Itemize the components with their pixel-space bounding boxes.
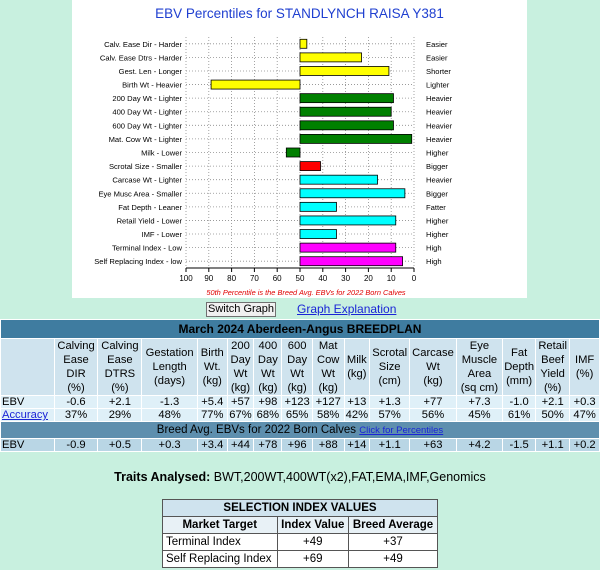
traits-analysed	[0, 470, 600, 484]
breed-avg-row	[1, 439, 600, 452]
trait-header-line: Wt.	[203, 361, 221, 373]
chart-footnote: 50th Percentile is the Breed Avg. EBVs for 2022 Born Calves	[206, 288, 406, 297]
ebv-value: +57	[227, 396, 254, 409]
breed-avg-value: +88	[312, 439, 344, 452]
trait-header	[142, 339, 198, 396]
trait-header-line: Depth	[504, 361, 535, 373]
col-index-value: Index Value	[277, 517, 349, 534]
self-replacing-index-avg: +49	[349, 551, 438, 568]
trait-label: Scrotal Size - Smaller	[108, 162, 182, 172]
ebv-value: +127	[312, 396, 344, 409]
percentile-bar-chart	[72, 0, 527, 298]
percentile-bar	[300, 162, 321, 171]
trait-label: Gest. Len - Longer	[118, 66, 182, 76]
trait-header	[410, 339, 456, 396]
accuracy-value: 77%	[197, 409, 227, 422]
traits-analysed-label: Traits Analysed:	[114, 470, 211, 484]
percentile-bar	[286, 148, 300, 157]
trait-label: 200 Day Wt - Lighter	[112, 94, 182, 104]
trait-header-line: (kg)	[318, 382, 338, 394]
ebv-row	[1, 396, 600, 409]
trait-direction-label: Heavier	[426, 134, 453, 144]
trait-label: 600 Day Wt - Lighter	[112, 121, 182, 131]
x-tick-label: 30	[341, 274, 351, 283]
trait-header-line: Wt	[233, 368, 248, 380]
percentile-bar	[300, 121, 393, 130]
breed-avg-title: Breed Avg. EBVs for 2022 Born Calves	[156, 424, 357, 436]
trait-header-line: Day	[230, 354, 251, 366]
switch-graph-button[interactable]: Switch Graph	[207, 303, 275, 315]
breed-avg-value: +63	[410, 439, 456, 452]
trait-header-line: (%)	[575, 368, 594, 380]
accuracy-value: 42%	[345, 409, 369, 421]
trait-header	[570, 339, 600, 396]
traits-analysed-value: BWT,200WT,400WT(x2),FAT,EMA,IMF,Genomics	[213, 470, 486, 484]
trait-direction-label: Higher	[426, 230, 449, 240]
trait-header-line: Ease	[107, 354, 133, 366]
trait-direction-label: Bigger	[426, 189, 448, 199]
trait-direction-label: Higher	[426, 148, 449, 158]
trait-label: Calv. Ease Dir - Harder	[104, 39, 182, 49]
ebv-value: +5.4	[197, 396, 227, 409]
accuracy-value: 50%	[536, 409, 570, 422]
graph-explanation-link[interactable]: Graph Explanation	[297, 302, 397, 316]
percentile-bar	[300, 257, 403, 266]
trait-label: Fat Depth - Leaner	[118, 202, 182, 212]
percentile-bar	[300, 134, 412, 143]
accuracy-value: 57%	[370, 409, 410, 422]
trait-header-line: (kg)	[202, 375, 222, 387]
ebv-value: +1.3	[370, 396, 410, 409]
trait-direction-label: Lighter	[426, 80, 450, 90]
self-replacing-index-value: +69	[277, 551, 349, 568]
trait-header-line: Day	[257, 354, 278, 366]
trait-direction-label: Heavier	[426, 94, 453, 104]
trait-label: Milk - Lower	[141, 148, 182, 158]
trait-label: Mat. Cow Wt - Lighter	[108, 134, 182, 144]
percentile-chart-panel	[72, 0, 527, 298]
x-tick-label: 100	[179, 274, 193, 283]
trait-direction-label: Bigger	[426, 162, 448, 172]
breed-avg-value: +96	[282, 439, 312, 452]
chart-title: EBV Percentiles for STANDLYNCH RAISA Y381	[155, 6, 444, 21]
self-replacing-index-name: Self Replacing Index	[163, 551, 278, 568]
trait-header-line: Carcase	[412, 347, 454, 359]
trait-header	[197, 339, 227, 396]
trait-direction-label: Heavier	[426, 107, 453, 117]
header-spacer	[1, 339, 55, 396]
breedplan-title: March 2024 Aberdeen-Angus BREEDPLAN	[1, 320, 600, 339]
percentile-bar	[300, 202, 336, 211]
accuracy-value: 48%	[142, 409, 198, 422]
trait-header-line: (cm)	[378, 375, 401, 387]
percentile-bar	[300, 230, 336, 239]
breed-avg-value: +1.1	[370, 439, 410, 452]
x-tick-label: 40	[318, 274, 328, 283]
trait-direction-label: Heavier	[426, 121, 453, 131]
ebv-value: +0.3	[570, 396, 600, 409]
ebv-value: +13	[344, 396, 369, 409]
trait-header-line: Scrotal	[372, 347, 408, 359]
trait-label: Self Replacing Index - low	[94, 257, 182, 267]
x-tick-label: 0	[411, 274, 417, 283]
breed-avg-value: +4.2	[456, 439, 502, 452]
breed-avg-value: +1.1	[536, 439, 570, 452]
trait-direction-label: High	[426, 257, 442, 267]
trait-header-line: (kg)	[347, 368, 367, 380]
percentile-bar	[211, 80, 300, 89]
trait-header-line: (kg)	[230, 382, 251, 394]
accuracy-value: 68%	[254, 409, 282, 422]
ebv-value: -1.3	[142, 396, 198, 409]
percentile-bar	[300, 94, 393, 103]
trait-header-line: Area	[467, 368, 492, 380]
accuracy-value: 61%	[503, 409, 536, 422]
terminal-index-name: Terminal Index	[163, 534, 278, 551]
trait-header-line: Retail	[538, 340, 567, 352]
trait-header-line: Size	[378, 361, 401, 373]
trait-label: 400 Day Wt - Lighter	[112, 107, 182, 117]
accuracy-value: 56%	[410, 409, 456, 422]
ebv-value: -0.6	[54, 396, 98, 409]
breed-avg-value: +0.2	[570, 439, 600, 452]
trait-label: Birth Wt - Heavier	[122, 80, 182, 90]
col-breed-average: Breed Average	[349, 517, 438, 534]
breed-avg-label: EBV	[1, 439, 55, 452]
breed-avg-title-row	[1, 422, 600, 439]
col-market-target: Market Target	[163, 517, 278, 534]
trait-header-line: (kg)	[258, 382, 278, 394]
percentile-bar	[300, 189, 405, 198]
x-tick-label: 50	[295, 274, 305, 283]
trait-header-line: Yield	[540, 368, 565, 380]
accuracy-link[interactable]: Accuracy	[2, 409, 49, 421]
trait-header-line: IMF	[574, 354, 595, 366]
trait-header-line: Calving	[101, 340, 139, 352]
trait-header	[344, 339, 369, 396]
trait-header-line: (%)	[111, 382, 129, 394]
trait-header-line: Birth	[200, 347, 224, 359]
trait-header	[456, 339, 502, 396]
trait-label: Terminal Index - Low	[111, 243, 182, 253]
trait-label: Calv. Ease Dtrs - Harder	[99, 53, 182, 63]
x-tick-label: 70	[249, 274, 259, 283]
breed-avg-value: -1.5	[503, 439, 536, 452]
percentile-bar	[300, 243, 396, 252]
trait-header-line: Muscle	[461, 354, 498, 366]
ebv-label: EBV	[1, 396, 55, 409]
trait-header-line: Milk	[346, 354, 367, 366]
trait-header-line: Cow	[317, 354, 340, 366]
percentile-bar	[300, 66, 389, 75]
trait-header-row	[1, 339, 600, 396]
trait-header-line: 400	[258, 340, 278, 352]
accuracy-value: 58%	[312, 409, 344, 422]
trait-header-line: Fat	[511, 347, 528, 359]
trait-direction-label: Higher	[426, 216, 449, 226]
trait-header	[370, 339, 410, 396]
x-tick-label: 90	[204, 274, 214, 283]
trait-direction-label: High	[426, 243, 442, 253]
trait-header-line: Wt	[261, 368, 275, 380]
trait-header-line: Beef	[541, 354, 565, 366]
trait-header	[312, 339, 344, 396]
trait-header-line: DIR	[66, 368, 86, 380]
selection-index-title: SELECTION INDEX VALUES	[163, 500, 438, 517]
accuracy-row	[1, 409, 600, 422]
ebv-value: +7.3	[456, 396, 502, 409]
trait-direction-label: Easier	[426, 39, 448, 49]
trait-header-line: Gestation	[145, 347, 194, 359]
x-tick-label: 80	[227, 274, 237, 283]
trait-header	[54, 339, 98, 396]
trait-header-line: Eye	[469, 340, 490, 352]
ebv-value: +123	[282, 396, 312, 409]
ebv-value: -1.0	[503, 396, 536, 409]
trait-direction-label: Fatter	[426, 202, 446, 212]
ebv-value: +2.1	[536, 396, 570, 409]
trait-header-line: Length	[152, 361, 187, 373]
trait-header-line: 200	[231, 340, 250, 352]
percentile-bar	[300, 216, 396, 225]
trait-header	[98, 339, 142, 396]
trait-header-line: (%)	[543, 382, 562, 394]
breed-avg-value: +44	[227, 439, 254, 452]
breed-avg-value: +14	[344, 439, 369, 452]
trait-header-line: (sq cm)	[460, 382, 499, 394]
selection-index-table	[162, 499, 438, 568]
trait-header	[536, 339, 570, 396]
accuracy-value: 47%	[570, 409, 600, 422]
click-for-percentiles-link[interactable]: Click for Percentiles	[359, 425, 444, 436]
percentile-bar	[300, 175, 378, 184]
breed-avg-value: +78	[254, 439, 282, 452]
accuracy-value: 67%	[227, 409, 254, 422]
accuracy-value: 37%	[54, 409, 98, 422]
ebv-value: +98	[254, 396, 282, 409]
x-tick-label: 60	[272, 274, 282, 283]
terminal-index-value: +49	[277, 534, 349, 551]
terminal-index-avg: +37	[349, 534, 438, 551]
x-tick-label: 20	[363, 274, 373, 283]
breed-avg-value: +0.5	[98, 439, 142, 452]
trait-header-line: Day	[287, 354, 308, 366]
trait-header-line: Mat	[318, 340, 338, 352]
graph-controls	[0, 300, 600, 318]
breed-avg-value: -0.9	[54, 439, 98, 452]
trait-header-line: 600	[287, 340, 307, 352]
trait-header-line: Calving	[57, 340, 95, 352]
percentile-bar	[300, 107, 391, 116]
trait-header-line: DTRS	[104, 368, 136, 380]
breed-avg-value: +3.4	[197, 439, 227, 452]
trait-label: Carcase Wt - Lighter	[112, 175, 182, 185]
ebv-value: +2.1	[98, 396, 142, 409]
trait-header	[282, 339, 312, 396]
trait-header-line: (mm)	[506, 375, 533, 387]
trait-direction-label: Heavier	[426, 175, 453, 185]
trait-label: Retail Yield - Lower	[116, 216, 182, 226]
trait-header-line: (%)	[67, 382, 85, 394]
accuracy-value: 65%	[282, 409, 312, 422]
trait-label: Eye Musc Area - Smaller	[98, 189, 182, 199]
breedplan-table	[0, 319, 600, 452]
ebv-value: +77	[410, 396, 456, 409]
trait-direction-label: Shorter	[426, 66, 451, 76]
trait-header-line: Ease	[63, 354, 89, 366]
trait-header	[227, 339, 254, 396]
breed-avg-value: +0.3	[142, 439, 198, 452]
percentile-bar	[300, 39, 307, 48]
trait-header-line: (days)	[154, 375, 186, 387]
x-tick-label: 10	[386, 274, 396, 283]
trait-label: IMF - Lower	[141, 230, 182, 240]
trait-header-line: Wt	[426, 361, 440, 373]
trait-header-line: (kg)	[287, 382, 307, 394]
trait-direction-label: Easier	[426, 53, 448, 63]
percentile-bar	[300, 53, 362, 62]
trait-header	[254, 339, 282, 396]
trait-header-line: (kg)	[423, 375, 443, 387]
trait-header-line: Wt	[321, 368, 336, 380]
accuracy-value: 45%	[456, 409, 502, 422]
trait-header	[503, 339, 536, 396]
trait-header-line: Wt	[290, 368, 304, 380]
accuracy-value: 29%	[98, 409, 142, 422]
